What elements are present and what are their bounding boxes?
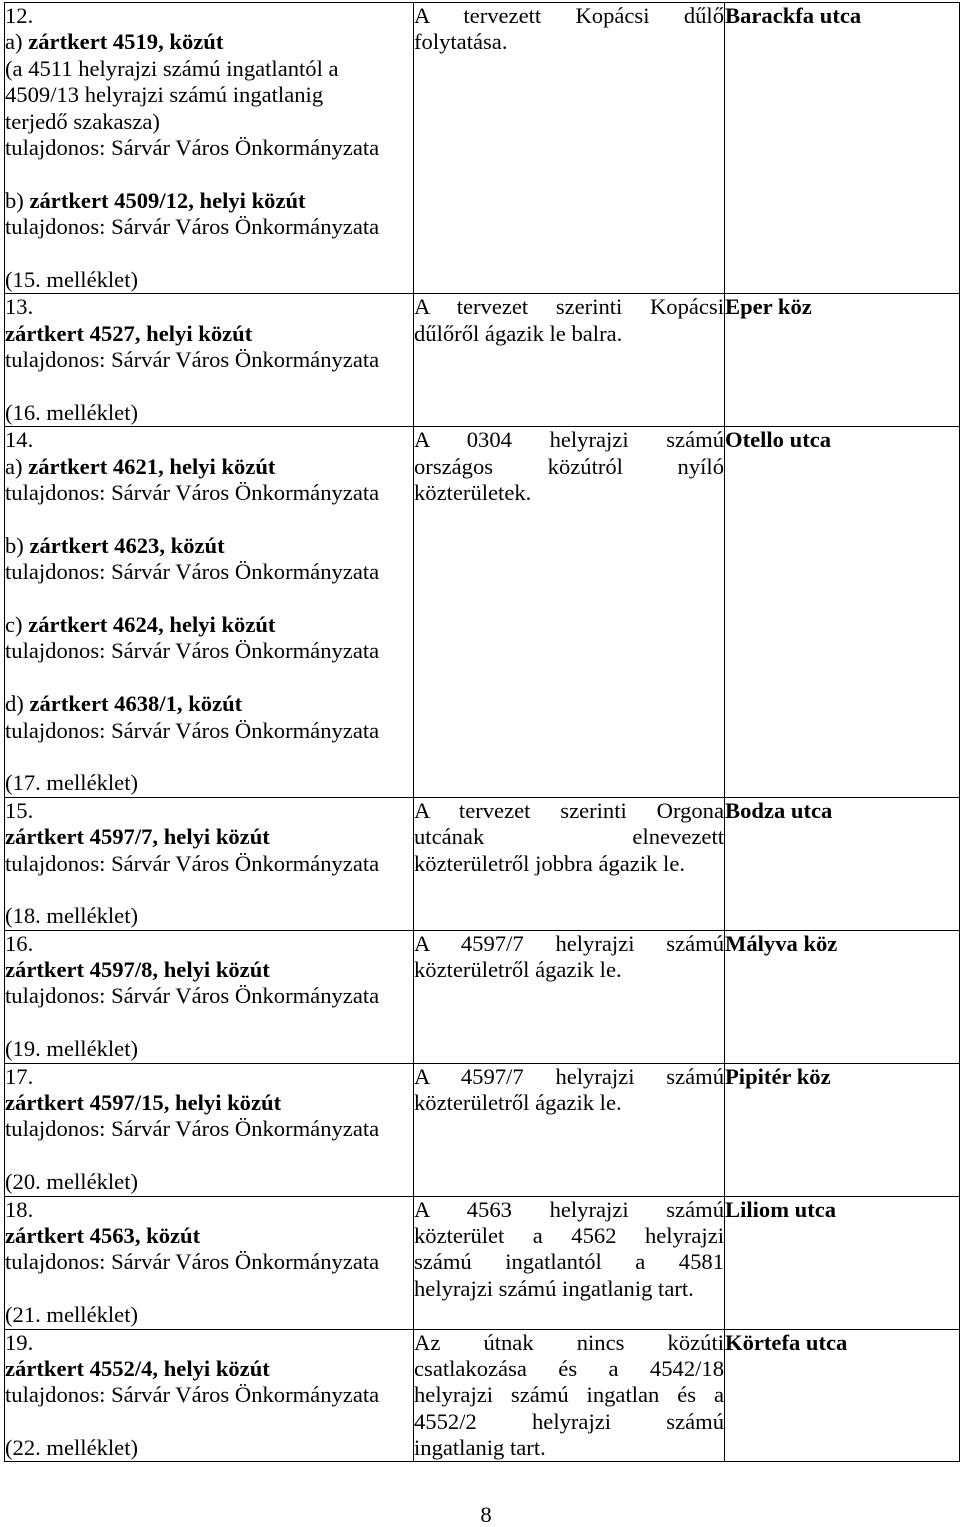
row-number: 12.	[5, 3, 34, 28]
owner-line: tulajdonos: Sárvár Város Önkormányzata	[5, 717, 380, 743]
table-row	[5, 797, 960, 930]
parcel-item	[5, 957, 413, 1010]
street-name: Bodza utca	[725, 797, 833, 823]
description-line: A 4597/7 helyrajzi számú	[414, 1063, 724, 1089]
item-prefix: b)	[5, 532, 24, 558]
table-row	[5, 1063, 960, 1196]
parcel-heading	[5, 1356, 413, 1382]
owner-line: tulajdonos: Sárvár Város Önkormányzata	[5, 214, 380, 240]
annex-reference: (20. melléklet)	[5, 1169, 139, 1195]
street-naming-table	[4, 2, 960, 1462]
table-row	[5, 1196, 960, 1329]
description-line: A 4563 helyrajzi számú	[414, 1196, 724, 1222]
parcel-heading	[5, 1223, 413, 1249]
description-line: A tervezet szerinti Kopácsi	[414, 294, 724, 320]
parcel-item	[5, 533, 413, 586]
street-name-cell	[725, 797, 960, 930]
description-cell	[414, 797, 725, 930]
annex-reference: (17. melléklet)	[5, 770, 139, 796]
parcel-title: zártkert 4519, közút	[28, 29, 224, 55]
annex-reference: (21. melléklet)	[5, 1302, 139, 1328]
parcel-heading	[5, 533, 413, 559]
parcel-title: zártkert 4623, közút	[29, 532, 225, 558]
street-name: Mályva köz	[725, 930, 838, 956]
row-number: 14.	[5, 427, 34, 453]
description-line: országos közútról nyíló	[414, 453, 724, 479]
street-name: Eper köz	[725, 294, 812, 320]
parcel-cell	[5, 427, 414, 797]
parcel-item	[5, 188, 413, 241]
parcel-item	[5, 1090, 413, 1143]
parcel-item	[5, 612, 413, 665]
parcel-heading	[5, 188, 413, 214]
parcel-note-line: (a 4511 helyrajzi számú ingatlantól a	[5, 55, 339, 81]
owner-line: tulajdonos: Sárvár Város Önkormányzata	[5, 347, 380, 373]
description-line: dűlőről ágazik le balra.	[414, 320, 623, 346]
row-number: 13.	[5, 294, 34, 320]
owner-line: tulajdonos: Sárvár Város Önkormányzata	[5, 559, 380, 585]
parcel-heading	[5, 321, 413, 347]
description-line: A 4597/7 helyrajzi számú	[414, 930, 724, 956]
description-line: folytatása.	[414, 29, 508, 55]
description-line: csatlakozása és a 4542/18	[414, 1355, 724, 1381]
parcel-title: zártkert 4624, helyi közút	[28, 611, 276, 637]
page-number: 8	[480, 1502, 492, 1527]
parcel-note-line: 4509/13 helyrajzi számú ingatlanig	[5, 82, 324, 108]
parcel-heading	[5, 612, 413, 638]
parcel-heading	[5, 824, 413, 850]
parcel-title: zártkert 4597/8, helyi közút	[5, 957, 270, 983]
description-line: 4552/2 helyrajzi számú	[414, 1408, 724, 1434]
item-prefix: d)	[5, 691, 24, 717]
parcel-item	[5, 29, 413, 161]
description-line: ingatlanig tart.	[414, 1435, 546, 1461]
table-row	[5, 294, 960, 427]
parcel-title: zártkert 4638/1, közút	[29, 691, 243, 717]
owner-line: tulajdonos: Sárvár Város Önkormányzata	[5, 638, 380, 664]
annex-reference: (19. melléklet)	[5, 1036, 139, 1062]
item-prefix: a)	[5, 29, 23, 55]
street-name-cell	[725, 1063, 960, 1196]
row-number: 19.	[5, 1329, 34, 1355]
parcel-heading	[5, 29, 413, 55]
description-line: közterületről jobbra ágazik le.	[414, 850, 686, 876]
description-line: A 0304 helyrajzi számú	[414, 427, 724, 453]
street-name-cell	[725, 1196, 960, 1329]
parcel-title: zártkert 4509/12, helyi közút	[29, 187, 306, 213]
item-prefix: b)	[5, 187, 24, 213]
parcel-note-line: terjedő szakasza)	[5, 108, 160, 134]
parcel-cell	[5, 797, 414, 930]
row-number: 17.	[5, 1063, 34, 1089]
owner-line: tulajdonos: Sárvár Város Önkormányzata	[5, 1382, 380, 1408]
description-cell	[414, 1063, 725, 1196]
owner-line: tulajdonos: Sárvár Város Önkormányzata	[5, 480, 380, 506]
parcel-item	[5, 1356, 413, 1409]
parcel-cell	[5, 294, 414, 427]
owner-line: tulajdonos: Sárvár Város Önkormányzata	[5, 134, 380, 160]
description-line: Az útnak nincs közúti	[414, 1329, 724, 1355]
row-number: 15.	[5, 797, 34, 823]
street-name: Liliom utca	[725, 1196, 837, 1222]
annex-reference: (22. melléklet)	[5, 1435, 139, 1461]
parcel-item	[5, 321, 413, 374]
owner-line: tulajdonos: Sárvár Város Önkormányzata	[5, 983, 380, 1009]
description-line: közterület a 4562 helyrajzi	[414, 1222, 724, 1248]
street-name: Otello utca	[725, 427, 832, 453]
table-row	[5, 1329, 960, 1462]
annex-reference: (15. melléklet)	[5, 266, 139, 292]
description-line: utcának elnevezett	[414, 824, 724, 850]
description-line: közterületről ágazik le.	[414, 1090, 622, 1116]
parcel-cell	[5, 930, 414, 1063]
item-prefix: a)	[5, 453, 23, 479]
street-name: Pipitér köz	[725, 1063, 831, 1089]
street-name-cell	[725, 427, 960, 797]
parcel-item	[5, 691, 413, 744]
description-line: közterületről ágazik le.	[414, 957, 622, 983]
parcel-cell	[5, 1063, 414, 1196]
row-number: 16.	[5, 930, 34, 956]
parcel-heading	[5, 957, 413, 983]
description-line: számú ingatlantól a 4581	[414, 1249, 724, 1275]
table-row	[5, 930, 960, 1063]
street-name-cell	[725, 294, 960, 427]
parcel-title: zártkert 4527, helyi közút	[5, 320, 253, 346]
description-line: A tervezett Kopácsi dűlő	[414, 3, 724, 28]
row-number: 18.	[5, 1196, 34, 1222]
parcel-cell	[5, 3, 414, 294]
parcel-title: zártkert 4621, helyi közút	[28, 453, 276, 479]
description-line: helyrajzi számú ingatlan és a	[414, 1382, 724, 1408]
description-cell	[414, 3, 725, 294]
parcel-heading	[5, 691, 413, 717]
description-cell	[414, 1196, 725, 1329]
street-name-cell	[725, 1329, 960, 1462]
description-line: helyrajzi számú ingatlanig tart.	[414, 1275, 694, 1301]
parcel-item	[5, 454, 413, 507]
description-cell	[414, 1329, 725, 1462]
description-cell	[414, 930, 725, 1063]
item-prefix: c)	[5, 611, 23, 637]
annex-reference: (18. melléklet)	[5, 903, 139, 929]
owner-line: tulajdonos: Sárvár Város Önkormányzata	[5, 1249, 380, 1275]
description-cell	[414, 294, 725, 427]
parcel-title: zártkert 4552/4, helyi közút	[5, 1355, 270, 1381]
street-name: Körtefa utca	[725, 1329, 848, 1355]
parcel-heading	[5, 454, 413, 480]
table-row	[5, 3, 960, 294]
parcel-heading	[5, 1090, 413, 1116]
parcel-item	[5, 824, 413, 877]
street-name-cell	[725, 3, 960, 294]
description-line: közterületek.	[414, 480, 532, 506]
owner-line: tulajdonos: Sárvár Város Önkormányzata	[5, 1116, 380, 1142]
owner-line: tulajdonos: Sárvár Város Önkormányzata	[5, 850, 380, 876]
annex-reference: (16. melléklet)	[5, 399, 139, 425]
parcel-cell	[5, 1329, 414, 1462]
description-cell	[414, 427, 725, 797]
parcel-title: zártkert 4563, közút	[5, 1222, 201, 1248]
parcel-item	[5, 1223, 413, 1276]
parcel-title: zártkert 4597/7, helyi közút	[5, 824, 270, 850]
description-line: A tervezet szerinti Orgona	[414, 797, 724, 823]
table-row	[5, 427, 960, 797]
parcel-title: zártkert 4597/15, helyi közút	[5, 1090, 282, 1116]
street-name: Barackfa utca	[725, 3, 862, 28]
street-name-cell	[725, 930, 960, 1063]
parcel-cell	[5, 1196, 414, 1329]
